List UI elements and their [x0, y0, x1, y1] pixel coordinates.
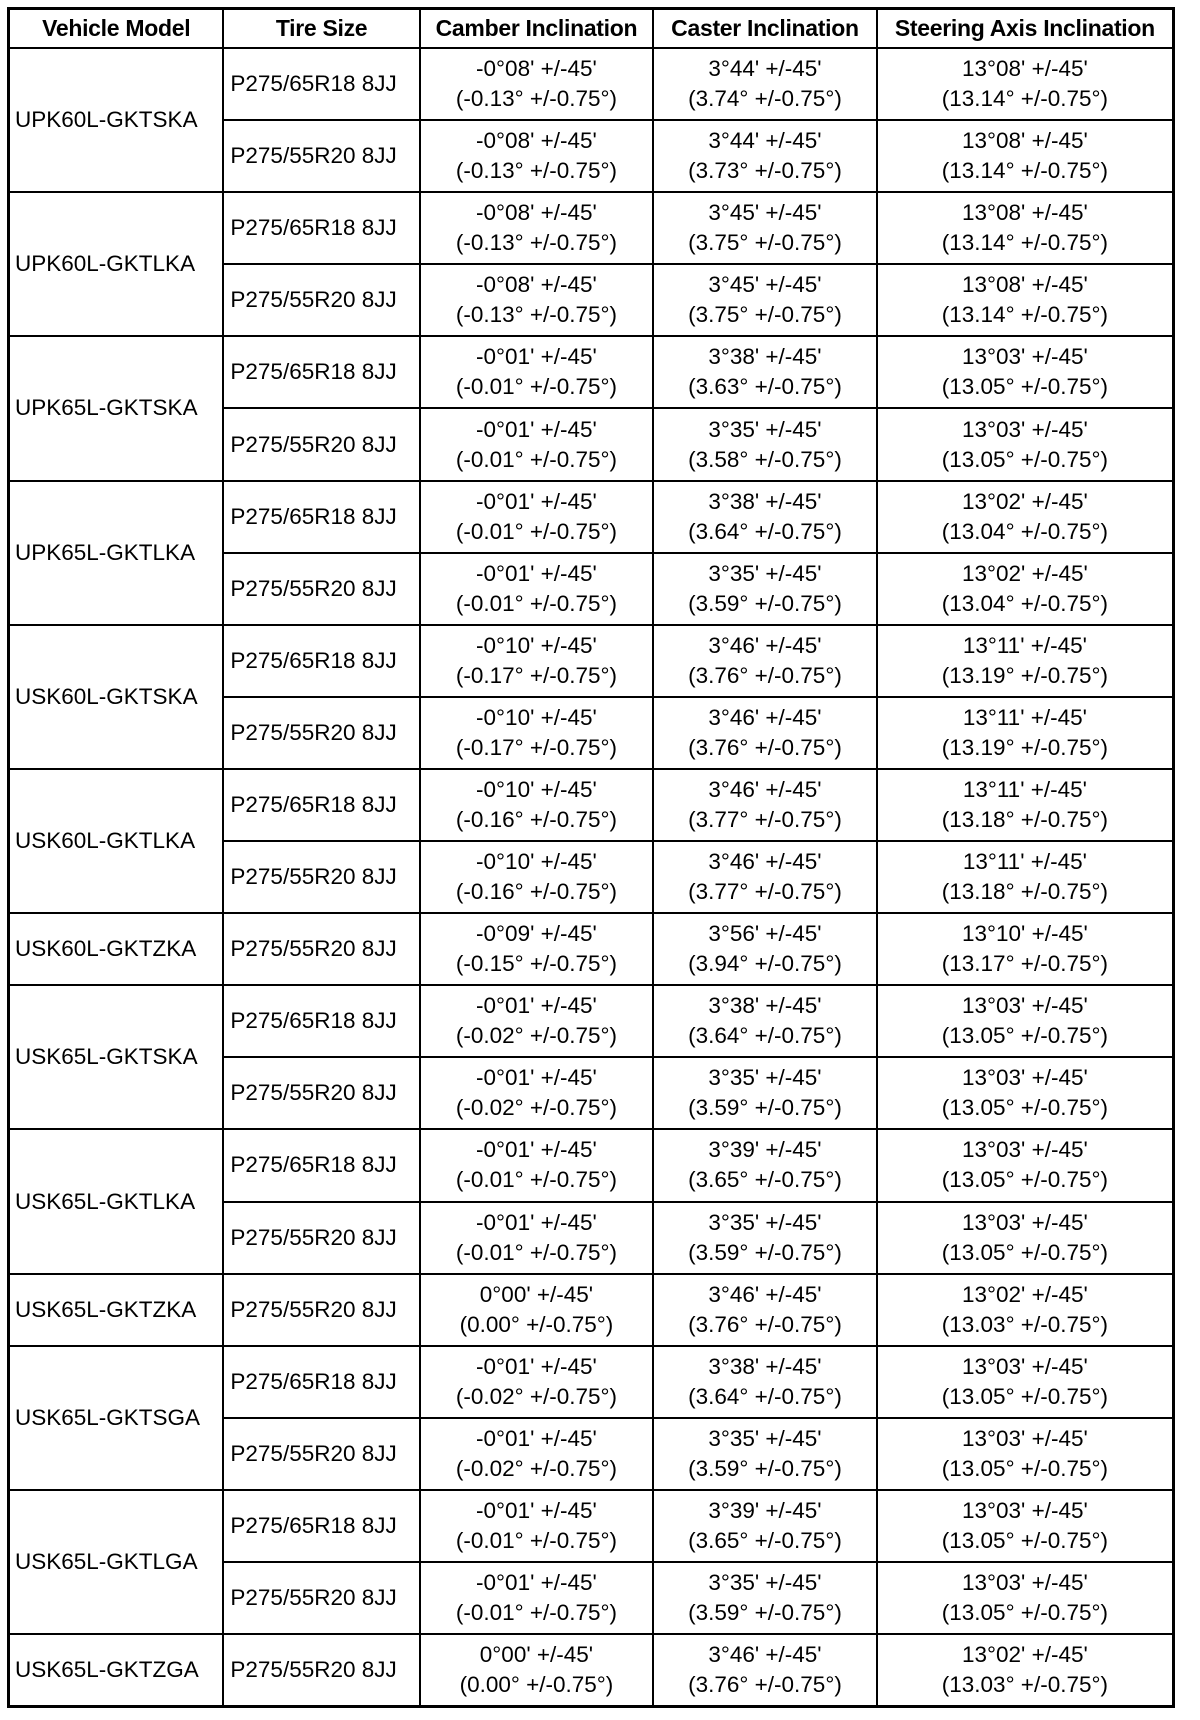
camber-cell	[420, 408, 653, 480]
vehicle-model-cell: USK60L-GKTLKA	[9, 769, 224, 913]
table-row	[9, 1490, 1174, 1562]
camber-cell	[420, 1634, 653, 1706]
vehicle-model-cell: USK65L-GKTSKA	[9, 985, 224, 1129]
camber-cell-minutes: -0°01' +/-45'	[476, 993, 597, 1019]
tire-size-cell: P275/55R20 8JJ	[223, 408, 419, 480]
steering-axis-cell	[877, 697, 1174, 769]
camber-cell-minutes: 0°00' +/-45'	[479, 1281, 594, 1307]
tire-size-cell: P275/65R18 8JJ	[223, 1129, 419, 1201]
caster-cell-minutes: 3°38' +/-45'	[708, 993, 822, 1019]
steering-axis-cell-degrees: (13.19° +/-0.75°)	[941, 662, 1108, 688]
steering-axis-cell	[877, 1562, 1174, 1634]
tire-size-cell: P275/55R20 8JJ	[223, 841, 419, 913]
tire-size-cell: P275/55R20 8JJ	[223, 553, 419, 625]
tire-size-cell: P275/65R18 8JJ	[223, 336, 419, 408]
caster-cell-degrees: (3.76° +/-0.75°)	[688, 734, 842, 760]
camber-cell	[420, 48, 653, 120]
caster-cell-degrees: (3.64° +/-0.75°)	[688, 518, 842, 544]
caster-cell-degrees: (3.76° +/-0.75°)	[688, 1311, 842, 1337]
caster-cell	[653, 1346, 877, 1418]
alignment-spec-table	[7, 7, 1175, 1708]
caster-cell	[653, 192, 877, 264]
caster-cell	[653, 625, 877, 697]
camber-cell	[420, 481, 653, 553]
steering-axis-cell	[877, 48, 1174, 120]
camber-cell-degrees: (-0.02° +/-0.75°)	[455, 1095, 618, 1121]
camber-cell-minutes: -0°01' +/-45'	[476, 1065, 597, 1091]
steering-axis-cell-degrees: (13.05° +/-0.75°)	[941, 1023, 1108, 1049]
camber-cell-minutes: -0°08' +/-45'	[476, 272, 597, 298]
table-row	[9, 192, 1174, 264]
caster-cell-minutes: 3°46' +/-45'	[708, 849, 822, 875]
steering-axis-cell	[877, 192, 1174, 264]
caster-cell-degrees: (3.59° +/-0.75°)	[688, 1600, 842, 1626]
camber-cell	[420, 913, 653, 985]
steering-axis-cell	[877, 1418, 1174, 1490]
header-row	[9, 9, 1174, 49]
steering-axis-cell-minutes: 13°08' +/-45'	[961, 272, 1088, 298]
steering-axis-cell	[877, 769, 1174, 841]
caster-cell-minutes: 3°44' +/-45'	[708, 128, 822, 154]
caster-cell	[653, 1634, 877, 1706]
steering-axis-cell-degrees: (13.18° +/-0.75°)	[941, 806, 1108, 832]
steering-axis-cell	[877, 336, 1174, 408]
camber-cell-degrees: (-0.01° +/-0.75°)	[455, 1527, 618, 1553]
steering-axis-cell-minutes: 13°08' +/-45'	[961, 200, 1088, 226]
caster-cell-minutes: 3°35' +/-45'	[708, 416, 822, 442]
steering-axis-cell-minutes: 13°03' +/-45'	[961, 1209, 1088, 1235]
caster-cell-degrees: (3.76° +/-0.75°)	[688, 662, 842, 688]
vehicle-model-cell: UPK65L-GKTSKA	[9, 336, 224, 480]
camber-cell-degrees: (-0.17° +/-0.75°)	[455, 662, 618, 688]
steering-axis-cell-minutes: 13°11' +/-45'	[962, 704, 1087, 730]
steering-axis-cell-degrees: (13.03° +/-0.75°)	[941, 1672, 1108, 1698]
header-camber-inclination: Camber Inclination	[420, 9, 653, 49]
camber-cell-minutes: -0°10' +/-45'	[476, 704, 597, 730]
camber-cell-minutes: -0°01' +/-45'	[476, 1570, 597, 1596]
camber-cell-degrees: (-0.16° +/-0.75°)	[455, 879, 618, 905]
camber-cell-degrees: (-0.13° +/-0.75°)	[455, 158, 618, 184]
caster-cell-minutes: 3°45' +/-45'	[708, 272, 822, 298]
camber-cell	[420, 192, 653, 264]
steering-axis-cell-degrees: (13.05° +/-0.75°)	[941, 374, 1108, 400]
steering-axis-cell	[877, 1634, 1174, 1706]
steering-axis-cell-degrees: (13.03° +/-0.75°)	[941, 1311, 1108, 1337]
steering-axis-cell	[877, 481, 1174, 553]
steering-axis-cell-degrees: (13.04° +/-0.75°)	[941, 518, 1108, 544]
camber-cell	[420, 1490, 653, 1562]
camber-cell-minutes: -0°01' +/-45'	[476, 1209, 597, 1235]
tire-size-cell: P275/65R18 8JJ	[223, 985, 419, 1057]
table-row	[9, 913, 1174, 985]
caster-cell-degrees: (3.64° +/-0.75°)	[688, 1383, 842, 1409]
table-row	[9, 1634, 1174, 1706]
steering-axis-cell	[877, 625, 1174, 697]
tire-size-cell: P275/65R18 8JJ	[223, 1490, 419, 1562]
camber-cell	[420, 1418, 653, 1490]
table-row	[9, 1274, 1174, 1346]
caster-cell-degrees: (3.73° +/-0.75°)	[688, 158, 842, 184]
table-row	[9, 769, 1174, 841]
camber-cell	[420, 1274, 653, 1346]
steering-axis-cell-minutes: 13°02' +/-45'	[961, 488, 1088, 514]
steering-axis-cell-degrees: (13.18° +/-0.75°)	[941, 879, 1108, 905]
table-row	[9, 625, 1174, 697]
header-vehicle-model: Vehicle Model	[9, 9, 224, 49]
caster-cell	[653, 48, 877, 120]
steering-axis-cell-degrees: (13.14° +/-0.75°)	[941, 230, 1108, 256]
tire-size-cell: P275/55R20 8JJ	[223, 1274, 419, 1346]
camber-cell	[420, 120, 653, 192]
caster-cell-degrees: (3.76° +/-0.75°)	[688, 1672, 842, 1698]
steering-axis-cell	[877, 1490, 1174, 1562]
caster-cell	[653, 769, 877, 841]
caster-cell	[653, 553, 877, 625]
caster-cell	[653, 1202, 877, 1274]
camber-cell-minutes: -0°01' +/-45'	[476, 1497, 597, 1523]
camber-cell-degrees: (-0.01° +/-0.75°)	[455, 1167, 618, 1193]
camber-cell	[420, 1346, 653, 1418]
caster-cell	[653, 913, 877, 985]
vehicle-model-cell: USK60L-GKTZKA	[9, 913, 224, 985]
caster-cell	[653, 697, 877, 769]
caster-cell-minutes: 3°35' +/-45'	[708, 1570, 822, 1596]
camber-cell-degrees: (0.00° +/-0.75°)	[459, 1311, 614, 1337]
steering-axis-cell-minutes: 13°03' +/-45'	[961, 1497, 1088, 1523]
caster-cell-minutes: 3°46' +/-45'	[708, 1281, 822, 1307]
vehicle-model-cell: UPK60L-GKTLKA	[9, 192, 224, 336]
caster-cell-degrees: (3.75° +/-0.75°)	[688, 302, 842, 328]
steering-axis-cell-degrees: (13.19° +/-0.75°)	[941, 734, 1108, 760]
steering-axis-cell	[877, 264, 1174, 336]
camber-cell-degrees: (-0.13° +/-0.75°)	[455, 230, 618, 256]
tire-size-cell: P275/55R20 8JJ	[223, 1562, 419, 1634]
table-row	[9, 481, 1174, 553]
vehicle-model-cell: UPK60L-GKTSKA	[9, 48, 224, 192]
caster-cell-minutes: 3°56' +/-45'	[708, 921, 822, 947]
steering-axis-cell-degrees: (13.04° +/-0.75°)	[941, 590, 1108, 616]
caster-cell	[653, 264, 877, 336]
caster-cell-degrees: (3.77° +/-0.75°)	[688, 806, 842, 832]
tire-size-cell: P275/55R20 8JJ	[223, 1202, 419, 1274]
caster-cell-minutes: 3°45' +/-45'	[708, 200, 822, 226]
camber-cell-degrees: (-0.02° +/-0.75°)	[455, 1455, 618, 1481]
caster-cell	[653, 336, 877, 408]
caster-cell-degrees: (3.77° +/-0.75°)	[688, 879, 842, 905]
caster-cell-minutes: 3°38' +/-45'	[708, 488, 822, 514]
camber-cell-degrees: (-0.01° +/-0.75°)	[455, 374, 618, 400]
caster-cell	[653, 120, 877, 192]
camber-cell-minutes: -0°01' +/-45'	[476, 488, 597, 514]
steering-axis-cell-degrees: (13.05° +/-0.75°)	[941, 1239, 1108, 1265]
caster-cell	[653, 1274, 877, 1346]
camber-cell-minutes: -0°09' +/-45'	[476, 921, 597, 947]
tire-size-cell: P275/65R18 8JJ	[223, 625, 419, 697]
steering-axis-cell-degrees: (13.05° +/-0.75°)	[941, 1527, 1108, 1553]
camber-cell-minutes: -0°01' +/-45'	[476, 416, 597, 442]
tire-size-cell: P275/55R20 8JJ	[223, 913, 419, 985]
caster-cell	[653, 1057, 877, 1129]
caster-cell-minutes: 3°35' +/-45'	[708, 560, 822, 586]
camber-cell-degrees: (-0.02° +/-0.75°)	[455, 1383, 618, 1409]
caster-cell-minutes: 3°38' +/-45'	[708, 1353, 822, 1379]
steering-axis-cell	[877, 841, 1174, 913]
steering-axis-cell-minutes: 13°03' +/-45'	[961, 344, 1088, 370]
vehicle-model-cell: USK65L-GKTZGA	[9, 1634, 224, 1706]
caster-cell-degrees: (3.64° +/-0.75°)	[688, 1023, 842, 1049]
camber-cell-minutes: 0°00' +/-45'	[479, 1642, 594, 1668]
steering-axis-cell	[877, 553, 1174, 625]
caster-cell-degrees: (3.94° +/-0.75°)	[688, 951, 842, 977]
camber-cell-degrees: (-0.13° +/-0.75°)	[455, 302, 618, 328]
camber-cell	[420, 1057, 653, 1129]
caster-cell-degrees: (3.59° +/-0.75°)	[688, 590, 842, 616]
caster-cell-minutes: 3°46' +/-45'	[708, 776, 822, 802]
caster-cell	[653, 1562, 877, 1634]
camber-cell-minutes: -0°01' +/-45'	[476, 1137, 597, 1163]
steering-axis-cell	[877, 1057, 1174, 1129]
steering-axis-cell-minutes: 13°08' +/-45'	[961, 56, 1088, 82]
tire-size-cell: P275/55R20 8JJ	[223, 1057, 419, 1129]
caster-cell-minutes: 3°46' +/-45'	[708, 632, 822, 658]
tire-size-cell: P275/55R20 8JJ	[223, 120, 419, 192]
caster-cell-degrees: (3.65° +/-0.75°)	[688, 1167, 842, 1193]
table-row	[9, 336, 1174, 408]
caster-cell-degrees: (3.59° +/-0.75°)	[688, 1239, 842, 1265]
header-tire-size: Tire Size	[223, 9, 419, 49]
camber-cell-degrees: (-0.01° +/-0.75°)	[455, 1600, 618, 1626]
camber-cell-minutes: -0°01' +/-45'	[476, 1425, 597, 1451]
steering-axis-cell-minutes: 13°11' +/-45'	[962, 849, 1087, 875]
camber-cell	[420, 336, 653, 408]
camber-cell	[420, 1562, 653, 1634]
caster-cell	[653, 408, 877, 480]
caster-cell	[653, 985, 877, 1057]
table-row	[9, 48, 1174, 120]
camber-cell	[420, 553, 653, 625]
table-body	[9, 48, 1174, 1707]
camber-cell-degrees: (-0.01° +/-0.75°)	[455, 518, 618, 544]
camber-cell-degrees: (-0.01° +/-0.75°)	[455, 1239, 618, 1265]
steering-axis-cell-minutes: 13°03' +/-45'	[961, 993, 1088, 1019]
tire-size-cell: P275/65R18 8JJ	[223, 48, 419, 120]
caster-cell-minutes: 3°38' +/-45'	[708, 344, 822, 370]
steering-axis-cell	[877, 1129, 1174, 1201]
caster-cell-degrees: (3.74° +/-0.75°)	[688, 86, 842, 112]
caster-cell-degrees: (3.65° +/-0.75°)	[688, 1527, 842, 1553]
camber-cell-degrees: (-0.01° +/-0.75°)	[455, 446, 618, 472]
tire-size-cell: P275/55R20 8JJ	[223, 264, 419, 336]
steering-axis-cell-minutes: 13°03' +/-45'	[961, 1425, 1088, 1451]
steering-axis-cell-minutes: 13°11' +/-45'	[962, 776, 1087, 802]
table-row	[9, 1346, 1174, 1418]
camber-cell-minutes: -0°08' +/-45'	[476, 128, 597, 154]
steering-axis-cell-degrees: (13.17° +/-0.75°)	[941, 951, 1108, 977]
camber-cell	[420, 841, 653, 913]
caster-cell-minutes: 3°39' +/-45'	[708, 1497, 822, 1523]
steering-axis-cell-degrees: (13.05° +/-0.75°)	[941, 1167, 1108, 1193]
camber-cell-minutes: -0°01' +/-45'	[476, 344, 597, 370]
header-steering-axis-inclination: Steering Axis Inclination	[877, 9, 1174, 49]
caster-cell	[653, 841, 877, 913]
caster-cell	[653, 481, 877, 553]
caster-cell-minutes: 3°39' +/-45'	[708, 1137, 822, 1163]
camber-cell-minutes: -0°10' +/-45'	[476, 849, 597, 875]
camber-cell	[420, 697, 653, 769]
caster-cell	[653, 1490, 877, 1562]
vehicle-model-cell: UPK65L-GKTLKA	[9, 481, 224, 625]
steering-axis-cell-minutes: 13°02' +/-45'	[961, 1281, 1088, 1307]
vehicle-model-cell: USK65L-GKTLKA	[9, 1129, 224, 1273]
camber-cell	[420, 769, 653, 841]
camber-cell	[420, 985, 653, 1057]
camber-cell	[420, 625, 653, 697]
steering-axis-cell	[877, 1346, 1174, 1418]
camber-cell	[420, 1129, 653, 1201]
camber-cell-minutes: -0°10' +/-45'	[476, 632, 597, 658]
steering-axis-cell-minutes: 13°03' +/-45'	[961, 1065, 1088, 1091]
camber-cell-minutes: -0°01' +/-45'	[476, 560, 597, 586]
vehicle-model-cell: USK65L-GKTLGA	[9, 1490, 224, 1634]
header-caster-inclination: Caster Inclination	[653, 9, 877, 49]
tire-size-cell: P275/65R18 8JJ	[223, 769, 419, 841]
camber-cell-degrees: (-0.02° +/-0.75°)	[455, 1023, 618, 1049]
steering-axis-cell-degrees: (13.14° +/-0.75°)	[941, 158, 1108, 184]
steering-axis-cell	[877, 913, 1174, 985]
steering-axis-cell-minutes: 13°02' +/-45'	[961, 1642, 1088, 1668]
steering-axis-cell-degrees: (13.14° +/-0.75°)	[941, 86, 1108, 112]
tire-size-cell: P275/55R20 8JJ	[223, 697, 419, 769]
steering-axis-cell	[877, 1274, 1174, 1346]
steering-axis-cell-minutes: 13°03' +/-45'	[961, 1570, 1088, 1596]
camber-cell-degrees: (-0.17° +/-0.75°)	[455, 734, 618, 760]
steering-axis-cell-degrees: (13.05° +/-0.75°)	[941, 446, 1108, 472]
camber-cell-minutes: -0°08' +/-45'	[476, 200, 597, 226]
caster-cell-minutes: 3°35' +/-45'	[708, 1425, 822, 1451]
steering-axis-cell-minutes: 13°11' +/-45'	[962, 632, 1087, 658]
steering-axis-cell-degrees: (13.05° +/-0.75°)	[941, 1600, 1108, 1626]
vehicle-model-cell: USK65L-GKTZKA	[9, 1274, 224, 1346]
camber-cell	[420, 264, 653, 336]
steering-axis-cell-minutes: 13°08' +/-45'	[961, 128, 1088, 154]
steering-axis-cell-degrees: (13.05° +/-0.75°)	[941, 1095, 1108, 1121]
camber-cell-degrees: (-0.16° +/-0.75°)	[455, 806, 618, 832]
camber-cell-degrees: (-0.15° +/-0.75°)	[455, 951, 618, 977]
table-row	[9, 985, 1174, 1057]
caster-cell-degrees: (3.59° +/-0.75°)	[688, 1095, 842, 1121]
tire-size-cell: P275/65R18 8JJ	[223, 1346, 419, 1418]
camber-cell-minutes: -0°08' +/-45'	[476, 56, 597, 82]
steering-axis-cell-minutes: 13°03' +/-45'	[961, 1353, 1088, 1379]
tire-size-cell: P275/55R20 8JJ	[223, 1634, 419, 1706]
steering-axis-cell-degrees: (13.05° +/-0.75°)	[941, 1455, 1108, 1481]
steering-axis-cell-minutes: 13°03' +/-45'	[961, 416, 1088, 442]
caster-cell-minutes: 3°46' +/-45'	[708, 704, 822, 730]
steering-axis-cell	[877, 408, 1174, 480]
camber-cell-minutes: -0°01' +/-45'	[476, 1353, 597, 1379]
camber-cell-degrees: (0.00° +/-0.75°)	[459, 1672, 614, 1698]
vehicle-model-cell: USK60L-GKTSKA	[9, 625, 224, 769]
steering-axis-cell-minutes: 13°03' +/-45'	[961, 1137, 1088, 1163]
tire-size-cell: P275/55R20 8JJ	[223, 1418, 419, 1490]
steering-axis-cell-minutes: 13°10' +/-45'	[961, 921, 1088, 947]
caster-cell-minutes: 3°35' +/-45'	[708, 1209, 822, 1235]
camber-cell-minutes: -0°10' +/-45'	[476, 776, 597, 802]
steering-axis-cell-degrees: (13.05° +/-0.75°)	[941, 1383, 1108, 1409]
caster-cell-degrees: (3.75° +/-0.75°)	[688, 230, 842, 256]
vehicle-model-cell: USK65L-GKTSGA	[9, 1346, 224, 1490]
steering-axis-cell	[877, 985, 1174, 1057]
caster-cell-minutes: 3°46' +/-45'	[708, 1642, 822, 1668]
tire-size-cell: P275/65R18 8JJ	[223, 481, 419, 553]
caster-cell	[653, 1129, 877, 1201]
caster-cell-degrees: (3.59° +/-0.75°)	[688, 1455, 842, 1481]
caster-cell-minutes: 3°44' +/-45'	[708, 56, 822, 82]
steering-axis-cell-minutes: 13°02' +/-45'	[961, 560, 1088, 586]
tire-size-cell: P275/65R18 8JJ	[223, 192, 419, 264]
steering-axis-cell	[877, 1202, 1174, 1274]
caster-cell-degrees: (3.63° +/-0.75°)	[688, 374, 842, 400]
caster-cell-minutes: 3°35' +/-45'	[708, 1065, 822, 1091]
camber-cell-degrees: (-0.13° +/-0.75°)	[455, 86, 618, 112]
steering-axis-cell-degrees: (13.14° +/-0.75°)	[941, 302, 1108, 328]
caster-cell-degrees: (3.58° +/-0.75°)	[688, 446, 842, 472]
table-row	[9, 1129, 1174, 1201]
caster-cell	[653, 1418, 877, 1490]
steering-axis-cell	[877, 120, 1174, 192]
camber-cell-degrees: (-0.01° +/-0.75°)	[455, 590, 618, 616]
camber-cell	[420, 1202, 653, 1274]
